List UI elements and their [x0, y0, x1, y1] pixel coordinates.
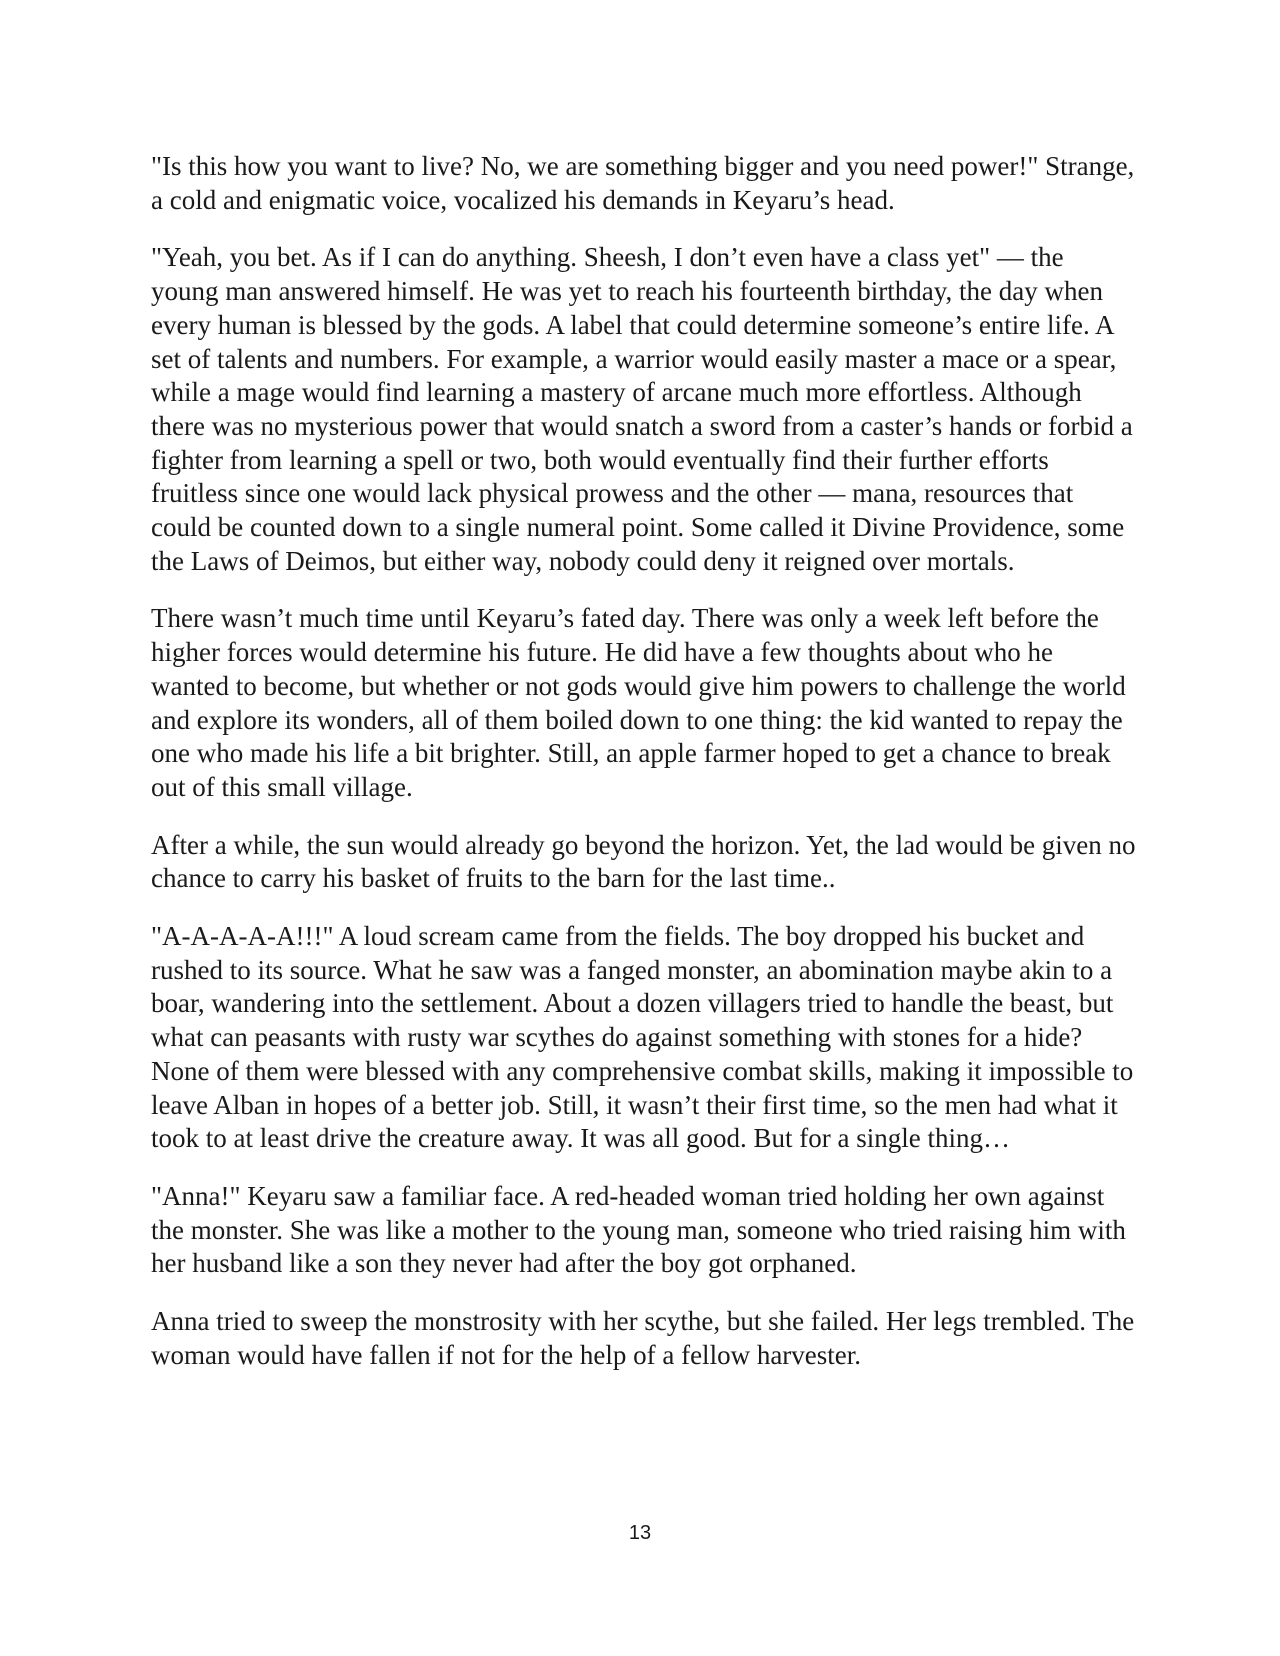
page-number: 13 — [628, 1522, 652, 1544]
paragraph-3: There wasn’t much time until Keyaru’s fated day. There was only a week left before the higher forces would determine his future. He did have a few thoughts about who he wanted to become, but whether or not gods would give him powers to challenge the world and explore its wonders, all of them boiled down to one thing: the kid wanted to repay the one who made his life a bit brighter. Still, an apple farmer hoped to get a chance to break out of this small village. — [151, 603, 1126, 802]
body-text — [151, 150, 1136, 1397]
paragraph-5: "A-A-A-A-A!!!" A loud scream came from the fields. The boy dropped his bucket and rushed to its source. What he saw was a fanged monster, an abomination maybe akin to a boar, wandering into the settlement. About a dozen villagers tried to handle the beast, but what can peasants with rusty war scythes do against something with stones for a hide? None of them were blessed with any comprehensive combat skills, making it impossible to leave Alban in hopes of a better job. Still, it wasn’t their first time, so the men had what it took to at least drive the creature away. It was all good. But for a single thing… — [151, 921, 1134, 1154]
paragraph-4: After a while, the sun would already go beyond the horizon. Yet, the lad would be given no chance to carry his basket of fruits to the barn for the last time.. — [151, 829, 1136, 894]
paragraph-1: "Is this how you want to live? No, we are something bigger and you need power!" Strange, a cold and enigmatic voice, vocalized his demands in Keyaru’s head. — [151, 151, 1135, 215]
paragraph-7: Anna tried to sweep the monstrosity with her scythe, but she failed. Her legs trembled. The woman would have fallen if not for the help of a fellow harvester. — [151, 1306, 1135, 1370]
paragraph-6: "Anna!" Keyaru saw a familiar face. A red-headed woman tried holding her own against the monster. She was like a mother to the young man, someone who tried raising him with her husband like a son they never had after the boy got orphaned. — [151, 1180, 1126, 1279]
paragraph-2: "Yeah, you bet. As if I can do anything. Sheesh, I don’t even have a class yet" — the young man answered himself. He was yet to reach his fourteenth birthday, the day when every human is blessed by the gods. A label that could determine someone’s entire life. A set of talents and numbers. For example, a warrior would easily master a mace or a spear, while a mage would find learning a mastery of arcane much more effortless. Although there was no mysterious power that would snatch a sword from a caster’s hands or forbid a fighter from learning a spell or two, both would eventually find their further efforts fruitless since one would lack physical prowess and the other — mana, resources that could be counted down to a single numeral point. Some called it Divine Providence, some the Laws of Deimos, but either way, nobody could deny it reigned over mortals. — [151, 242, 1133, 576]
